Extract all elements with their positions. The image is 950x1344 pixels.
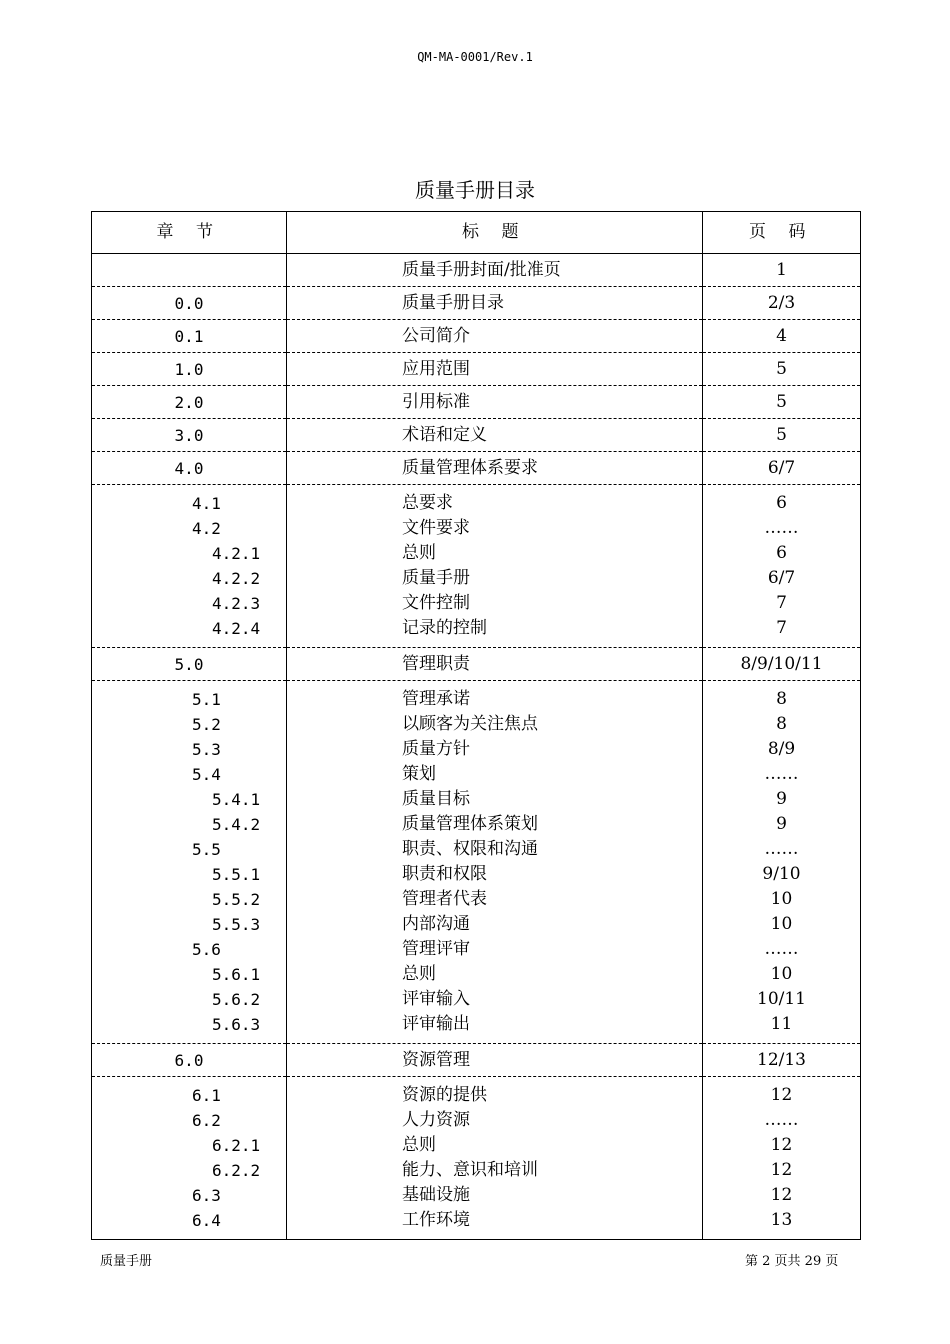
toc-entry-title: 管理评审 bbox=[287, 937, 703, 962]
toc-section-number: 5.2 bbox=[92, 712, 287, 737]
header-title: 标 题 bbox=[287, 212, 703, 254]
toc-row bbox=[92, 1044, 861, 1077]
toc-entry-title: 以顾客为关注焦点 bbox=[287, 712, 703, 737]
toc-entry-title: 记录的控制 bbox=[287, 616, 703, 641]
spacer-cell bbox=[92, 1233, 287, 1240]
toc-entry-title: 应用范围 bbox=[287, 353, 703, 386]
toc-entry-title: 管理者代表 bbox=[287, 887, 703, 912]
toc-section-number: 5.0 bbox=[92, 648, 287, 681]
table-header-row bbox=[92, 212, 861, 254]
toc-section-number: 5.1 bbox=[92, 687, 287, 712]
toc-entry-title: 公司简介 bbox=[287, 320, 703, 353]
toc-page-number: 6/7 bbox=[703, 452, 861, 485]
toc-page-number: 12/13 bbox=[703, 1044, 861, 1077]
toc-section-number: 4.1 bbox=[92, 491, 287, 516]
toc-entry-title: 质量手册 bbox=[287, 566, 703, 591]
toc-page-number: 10 bbox=[703, 962, 861, 987]
toc-section-number: 0.1 bbox=[92, 320, 287, 353]
toc-row bbox=[92, 887, 861, 912]
toc-entry-title: 管理职责 bbox=[287, 648, 703, 681]
toc-row bbox=[92, 491, 861, 516]
toc-section-number: 4.2 bbox=[92, 516, 287, 541]
toc-page-number: 4 bbox=[703, 320, 861, 353]
toc-page-number: 5 bbox=[703, 353, 861, 386]
toc-page-number: 7 bbox=[703, 616, 861, 641]
toc-row bbox=[92, 648, 861, 681]
toc-page-number: …… bbox=[703, 937, 861, 962]
toc-row bbox=[92, 320, 861, 353]
toc-page-number: 10 bbox=[703, 887, 861, 912]
page-title: 质量手册目录 bbox=[415, 178, 535, 202]
toc-entry-title: 质量手册封面/批准页 bbox=[287, 254, 703, 287]
toc-page-number: 12 bbox=[703, 1183, 861, 1208]
toc-entry-title: 策划 bbox=[287, 762, 703, 787]
toc-row bbox=[92, 687, 861, 712]
toc-page-number: 12 bbox=[703, 1133, 861, 1158]
toc-page-number: 6 bbox=[703, 491, 861, 516]
toc-entry-title: 文件要求 bbox=[287, 516, 703, 541]
toc-entry-title: 质量方针 bbox=[287, 737, 703, 762]
toc-section-number: 5.5.3 bbox=[92, 912, 287, 937]
toc-section-number: 4.2.2 bbox=[92, 566, 287, 591]
header-page: 页 码 bbox=[703, 212, 861, 254]
toc-section-number: 6.2.2 bbox=[92, 1158, 287, 1183]
toc-page-number: 2/3 bbox=[703, 287, 861, 320]
toc-page-number: 6/7 bbox=[703, 566, 861, 591]
toc-section-number: 5.5.1 bbox=[92, 862, 287, 887]
group-spacer bbox=[92, 1233, 861, 1240]
toc-page-number: 5 bbox=[703, 419, 861, 452]
toc-section-number: 6.2.1 bbox=[92, 1133, 287, 1158]
toc-row bbox=[92, 1108, 861, 1133]
toc-section-number: 6.0 bbox=[92, 1044, 287, 1077]
toc-row bbox=[92, 287, 861, 320]
footer-doc-name: 质量手册 bbox=[100, 1254, 153, 1269]
toc-row bbox=[92, 616, 861, 641]
toc-page-number: 5 bbox=[703, 386, 861, 419]
toc-section-number: 4.2.3 bbox=[92, 591, 287, 616]
toc-row bbox=[92, 591, 861, 616]
toc-section-number: 4.2.1 bbox=[92, 541, 287, 566]
toc-row bbox=[92, 837, 861, 862]
toc-entry-title: 总则 bbox=[287, 962, 703, 987]
toc-row bbox=[92, 452, 861, 485]
toc-section-number: 6.4 bbox=[92, 1208, 287, 1233]
toc-page-number: 10/11 bbox=[703, 987, 861, 1012]
toc-row bbox=[92, 812, 861, 837]
toc-row bbox=[92, 541, 861, 566]
toc-entry-title: 内部沟通 bbox=[287, 912, 703, 937]
toc-row bbox=[92, 712, 861, 737]
toc-table bbox=[91, 211, 861, 1240]
toc-section-number: 6.1 bbox=[92, 1083, 287, 1108]
toc-entry-title: 人力资源 bbox=[287, 1108, 703, 1133]
toc-entry-title: 文件控制 bbox=[287, 591, 703, 616]
toc-entry-title: 职责、权限和沟通 bbox=[287, 837, 703, 862]
toc-row bbox=[92, 987, 861, 1012]
toc-row bbox=[92, 962, 861, 987]
toc-row bbox=[92, 787, 861, 812]
toc-row bbox=[92, 1208, 861, 1233]
toc-entry-title: 质量管理体系策划 bbox=[287, 812, 703, 837]
spacer-cell bbox=[703, 1233, 861, 1240]
toc-row bbox=[92, 1012, 861, 1037]
toc-entry-title: 总则 bbox=[287, 541, 703, 566]
toc-section-number: 5.6.1 bbox=[92, 962, 287, 987]
toc-section-number: 4.0 bbox=[92, 452, 287, 485]
toc-entry-title: 质量管理体系要求 bbox=[287, 452, 703, 485]
toc-page-number: 8 bbox=[703, 712, 861, 737]
toc-row bbox=[92, 1083, 861, 1108]
toc-page-number: 10 bbox=[703, 912, 861, 937]
toc-page-number: …… bbox=[703, 1108, 861, 1133]
toc-page-number: 13 bbox=[703, 1208, 861, 1233]
toc-page-number: 12 bbox=[703, 1158, 861, 1183]
toc-entry-title: 资源管理 bbox=[287, 1044, 703, 1077]
toc-page-number: 8 bbox=[703, 687, 861, 712]
toc-row bbox=[92, 386, 861, 419]
document-code: QM-MA-0001/Rev.1 bbox=[417, 50, 533, 64]
toc-row bbox=[92, 1183, 861, 1208]
toc-section-number: 4.2.4 bbox=[92, 616, 287, 641]
toc-row bbox=[92, 1133, 861, 1158]
toc-page-number: 9/10 bbox=[703, 862, 861, 887]
toc-row bbox=[92, 737, 861, 762]
toc-row bbox=[92, 762, 861, 787]
toc-page-number: …… bbox=[703, 516, 861, 541]
toc-page-number: 6 bbox=[703, 541, 861, 566]
toc-section-number: 0.0 bbox=[92, 287, 287, 320]
toc-section-number: 6.2 bbox=[92, 1108, 287, 1133]
toc-section-number: 5.5 bbox=[92, 837, 287, 862]
toc-entry-title: 工作环境 bbox=[287, 1208, 703, 1233]
toc-section-number: 5.6 bbox=[92, 937, 287, 962]
toc-page-number: 9 bbox=[703, 787, 861, 812]
toc-page-number: …… bbox=[703, 762, 861, 787]
toc-row bbox=[92, 937, 861, 962]
toc-entry-title: 总则 bbox=[287, 1133, 703, 1158]
toc-section-number: 5.4.1 bbox=[92, 787, 287, 812]
toc-page-number: 8/9 bbox=[703, 737, 861, 762]
toc-section-number: 5.6.3 bbox=[92, 1012, 287, 1037]
toc-section-number bbox=[92, 254, 287, 287]
toc-row bbox=[92, 254, 861, 287]
toc-page-number: …… bbox=[703, 837, 861, 862]
toc-section-number: 5.4.2 bbox=[92, 812, 287, 837]
toc-section-number: 5.5.2 bbox=[92, 887, 287, 912]
header-section: 章 节 bbox=[92, 212, 287, 254]
toc-row bbox=[92, 419, 861, 452]
toc-row bbox=[92, 862, 861, 887]
toc-section-number: 6.3 bbox=[92, 1183, 287, 1208]
toc-entry-title: 引用标准 bbox=[287, 386, 703, 419]
toc-entry-title: 管理承诺 bbox=[287, 687, 703, 712]
toc-page-number: 8/9/10/11 bbox=[703, 648, 861, 681]
toc-section-number: 5.4 bbox=[92, 762, 287, 787]
toc-entry-title: 职责和权限 bbox=[287, 862, 703, 887]
toc-section-number: 1.0 bbox=[92, 353, 287, 386]
toc-row bbox=[92, 516, 861, 541]
toc-entry-title: 质量目标 bbox=[287, 787, 703, 812]
toc-row bbox=[92, 353, 861, 386]
toc-page-number: 7 bbox=[703, 591, 861, 616]
toc-section-number: 3.0 bbox=[92, 419, 287, 452]
toc-entry-title: 资源的提供 bbox=[287, 1083, 703, 1108]
toc-section-number: 5.6.2 bbox=[92, 987, 287, 1012]
toc-page-number: 1 bbox=[703, 254, 861, 287]
toc-page-number: 9 bbox=[703, 812, 861, 837]
toc-row bbox=[92, 912, 861, 937]
footer-page-number: 第 2 页共 29 页 bbox=[745, 1254, 839, 1269]
toc-entry-title: 质量手册目录 bbox=[287, 287, 703, 320]
toc-entry-title: 评审输出 bbox=[287, 1012, 703, 1037]
toc-page-number: 12 bbox=[703, 1083, 861, 1108]
spacer-cell bbox=[287, 1233, 703, 1240]
toc-entry-title: 总要求 bbox=[287, 491, 703, 516]
toc-section-number: 2.0 bbox=[92, 386, 287, 419]
toc-row bbox=[92, 566, 861, 591]
toc-entry-title: 术语和定义 bbox=[287, 419, 703, 452]
toc-page-number: 11 bbox=[703, 1012, 861, 1037]
toc-entry-title: 评审输入 bbox=[287, 987, 703, 1012]
toc-row bbox=[92, 1158, 861, 1183]
toc-entry-title: 能力、意识和培训 bbox=[287, 1158, 703, 1183]
toc-section-number: 5.3 bbox=[92, 737, 287, 762]
toc-entry-title: 基础设施 bbox=[287, 1183, 703, 1208]
